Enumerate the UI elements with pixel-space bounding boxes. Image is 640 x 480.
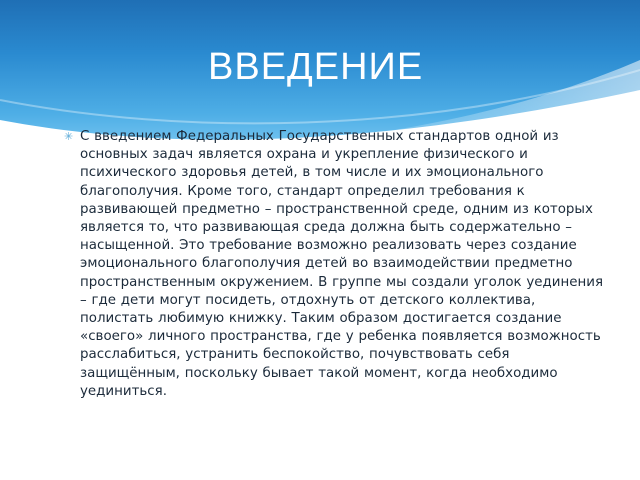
star-bullet-icon: ✳ bbox=[64, 130, 74, 143]
list-item bbox=[64, 128, 612, 401]
slide-title: ВВЕДЕНИЕ bbox=[208, 46, 424, 88]
bullet-paragraph: С введением Федеральных Государственных стандартов одной из основных задач является охрана и укрепление физического и психического здоровья детей, в том числе и их эмоционального благополучия. Кроме того, стандарт определил требования к развивающей предметно – пространственной среде, одним из которых является то, что развивающая среда должна быть содержательно – насыщенной. Это требование возможно реализовать через создание эмоционального благополучия детей во взаимодействии предметно пространственным окружением. В группе мы создали уголок уединения – где дети могут посидеть, отдохнуть от детского коллектива, полистать любимую книжку. Таким образом достигается создание «своего» личного пространства, где у ребенка появляется возможность расслабиться, устранить беспокойство, почувствовать себя защищённым, поскольку бывает такой момент, когда необходимо уединиться. bbox=[80, 129, 603, 399]
bullet-list bbox=[64, 128, 612, 401]
